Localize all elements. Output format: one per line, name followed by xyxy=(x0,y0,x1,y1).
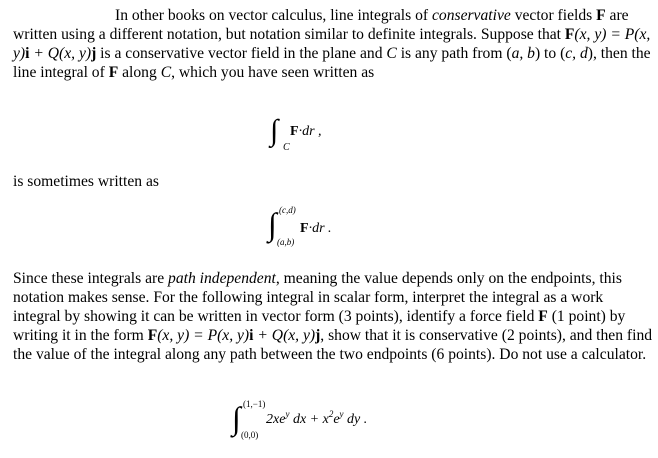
emphasis-path-independent: path independent xyxy=(168,270,276,287)
equation-scalar-integral xyxy=(232,400,392,444)
exponent: 2 xyxy=(328,409,334,419)
bold-j: j xyxy=(91,45,97,62)
bold-F: F xyxy=(538,308,548,325)
emphasis-conservative: conservative xyxy=(431,7,511,24)
bold-F: F xyxy=(290,124,299,139)
text-run: , which you have seen written as xyxy=(171,64,375,81)
integral-lower-limit: (0,0) xyxy=(241,430,259,440)
bold-F: F xyxy=(108,64,119,81)
integral-upper-limit: (1,−1) xyxy=(243,399,266,409)
equation-line-integral-c xyxy=(270,116,350,156)
formula-text: (x, y) = P(x, y) xyxy=(13,26,651,62)
italic-C: C xyxy=(160,64,172,81)
integral-subscript-c: C xyxy=(283,142,290,153)
integrand-part: 2xe xyxy=(266,412,286,427)
italic-C: C xyxy=(386,45,397,62)
integrand-part: dy . xyxy=(343,412,368,427)
bold-F: F xyxy=(564,26,575,43)
text-run: are written using a different notation, but notation similar to definite integrals. Suppose that xyxy=(13,7,629,43)
formula-text: + Q(x, y) xyxy=(253,327,316,344)
italic-cd: c, d xyxy=(565,45,588,62)
integrand xyxy=(300,221,332,237)
text-run: ), then the line integral of xyxy=(13,45,651,81)
integrand-part: e xyxy=(333,412,340,427)
formula-text: (x, y) = P(x, y) xyxy=(157,327,250,344)
formula-text: + Q(x, y) xyxy=(29,45,92,62)
paragraph-instructions xyxy=(13,269,653,364)
text-run: In other books on vector calculus, line integrals of xyxy=(115,7,432,24)
integrand-part: dx + x xyxy=(289,412,329,427)
bold-F: F xyxy=(147,327,158,344)
bold-i: i xyxy=(249,327,254,344)
italic-ab: a, b xyxy=(511,45,535,62)
equation-definite-form xyxy=(268,206,358,250)
text-run: (1 point) by writing it in the form xyxy=(13,308,626,344)
bold-F: F xyxy=(300,221,309,236)
paragraph-sometimes-written xyxy=(13,172,653,191)
integral-sign: ∫ xyxy=(270,114,279,147)
text-run: , show that it is conservative (2 points), and then find the value of the integral along any path between the two endpoints (6 points). Do not use a calculator. xyxy=(13,327,653,363)
text-run: Since these integrals are xyxy=(13,270,169,287)
exponent: y xyxy=(339,409,344,419)
bold-F: F xyxy=(596,7,606,24)
text-run: , meaning the value depends only on the endpoints, this notation makes sense. For the following integral in scalar form, interpret the integral as a work integral by showing it can be written in vector form (3 points), identify a force field xyxy=(13,270,622,325)
integrand-rest: ·dr . xyxy=(308,221,332,236)
text-run: is sometimes written as xyxy=(13,173,159,190)
integral-sign: ∫ xyxy=(232,400,241,436)
integrand xyxy=(266,409,368,428)
bold-j: j xyxy=(315,327,321,344)
exponent: y xyxy=(285,409,290,419)
text-run: is a conservative vector field in the plane and xyxy=(96,45,387,62)
integrand xyxy=(290,124,322,140)
paragraph-intro xyxy=(13,6,653,82)
integral-upper-limit: (c,d) xyxy=(279,205,296,215)
text-run: along xyxy=(118,64,161,81)
integrand-rest: ·dr , xyxy=(298,124,322,139)
bold-i: i xyxy=(25,45,30,62)
text-run: vector fields xyxy=(510,7,597,24)
text-run: ) to ( xyxy=(534,45,566,62)
integral-lower-limit: (a,b) xyxy=(277,237,295,247)
text-run: is any path from ( xyxy=(396,45,512,62)
integral-sign: ∫ xyxy=(268,206,277,242)
